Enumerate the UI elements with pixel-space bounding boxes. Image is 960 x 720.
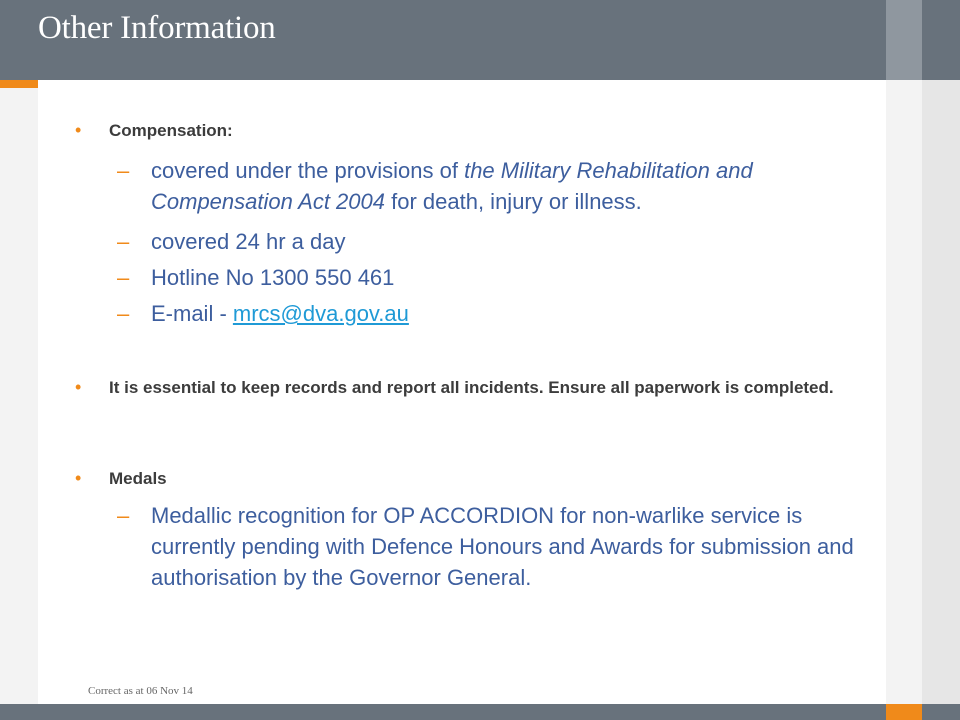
slide-title: Other Information [38,10,276,46]
dash-icon: – [117,158,130,183]
title-bar-stripe [886,0,922,80]
bullet-label: Medals [109,469,167,488]
bullet-dot-icon: • [75,120,82,140]
title-bar [0,0,960,80]
footer-note: Correct as at 06 Nov 14 [88,685,193,697]
sub-item-text [151,155,871,217]
sub-item-text: covered 24 hr a day [151,229,346,254]
sub-item-text: Hotline No 1300 550 461 [151,265,395,290]
accent-bar [0,80,38,88]
footer-bar [0,704,960,720]
bullet-dot-icon: • [75,377,82,397]
sub-item-text: Medallic recognition for OP ACCORDION for non-warlike service is currently pending with Defence Honours and Awards for submission and authorisation by the Governor General. [151,503,854,590]
left-margin-panel [0,88,38,704]
text-segment: covered under the provisions of [151,158,465,183]
dash-icon: – [117,229,130,254]
bullet-label: Compensation: [109,121,233,140]
email-prefix: E-mail - [151,301,233,326]
dash-icon: – [117,265,130,290]
footer-accent [886,704,922,720]
sub-item-text [151,298,871,329]
text-segment: for death, injury or illness. [385,189,642,214]
dash-icon: – [117,301,130,326]
email-link[interactable]: mrcs@dva.gov.au [232,301,409,326]
act-name: the Military Rehabilitation and Compensation Act 2004 [151,158,753,214]
dash-icon: – [117,503,130,528]
right-edge-panel [922,80,960,704]
bullet-dot-icon: • [75,468,82,488]
bullet-label: It is essential to keep records and report all incidents. Ensure all paperwork is completed. [109,378,834,397]
right-margin-panel [886,80,922,704]
